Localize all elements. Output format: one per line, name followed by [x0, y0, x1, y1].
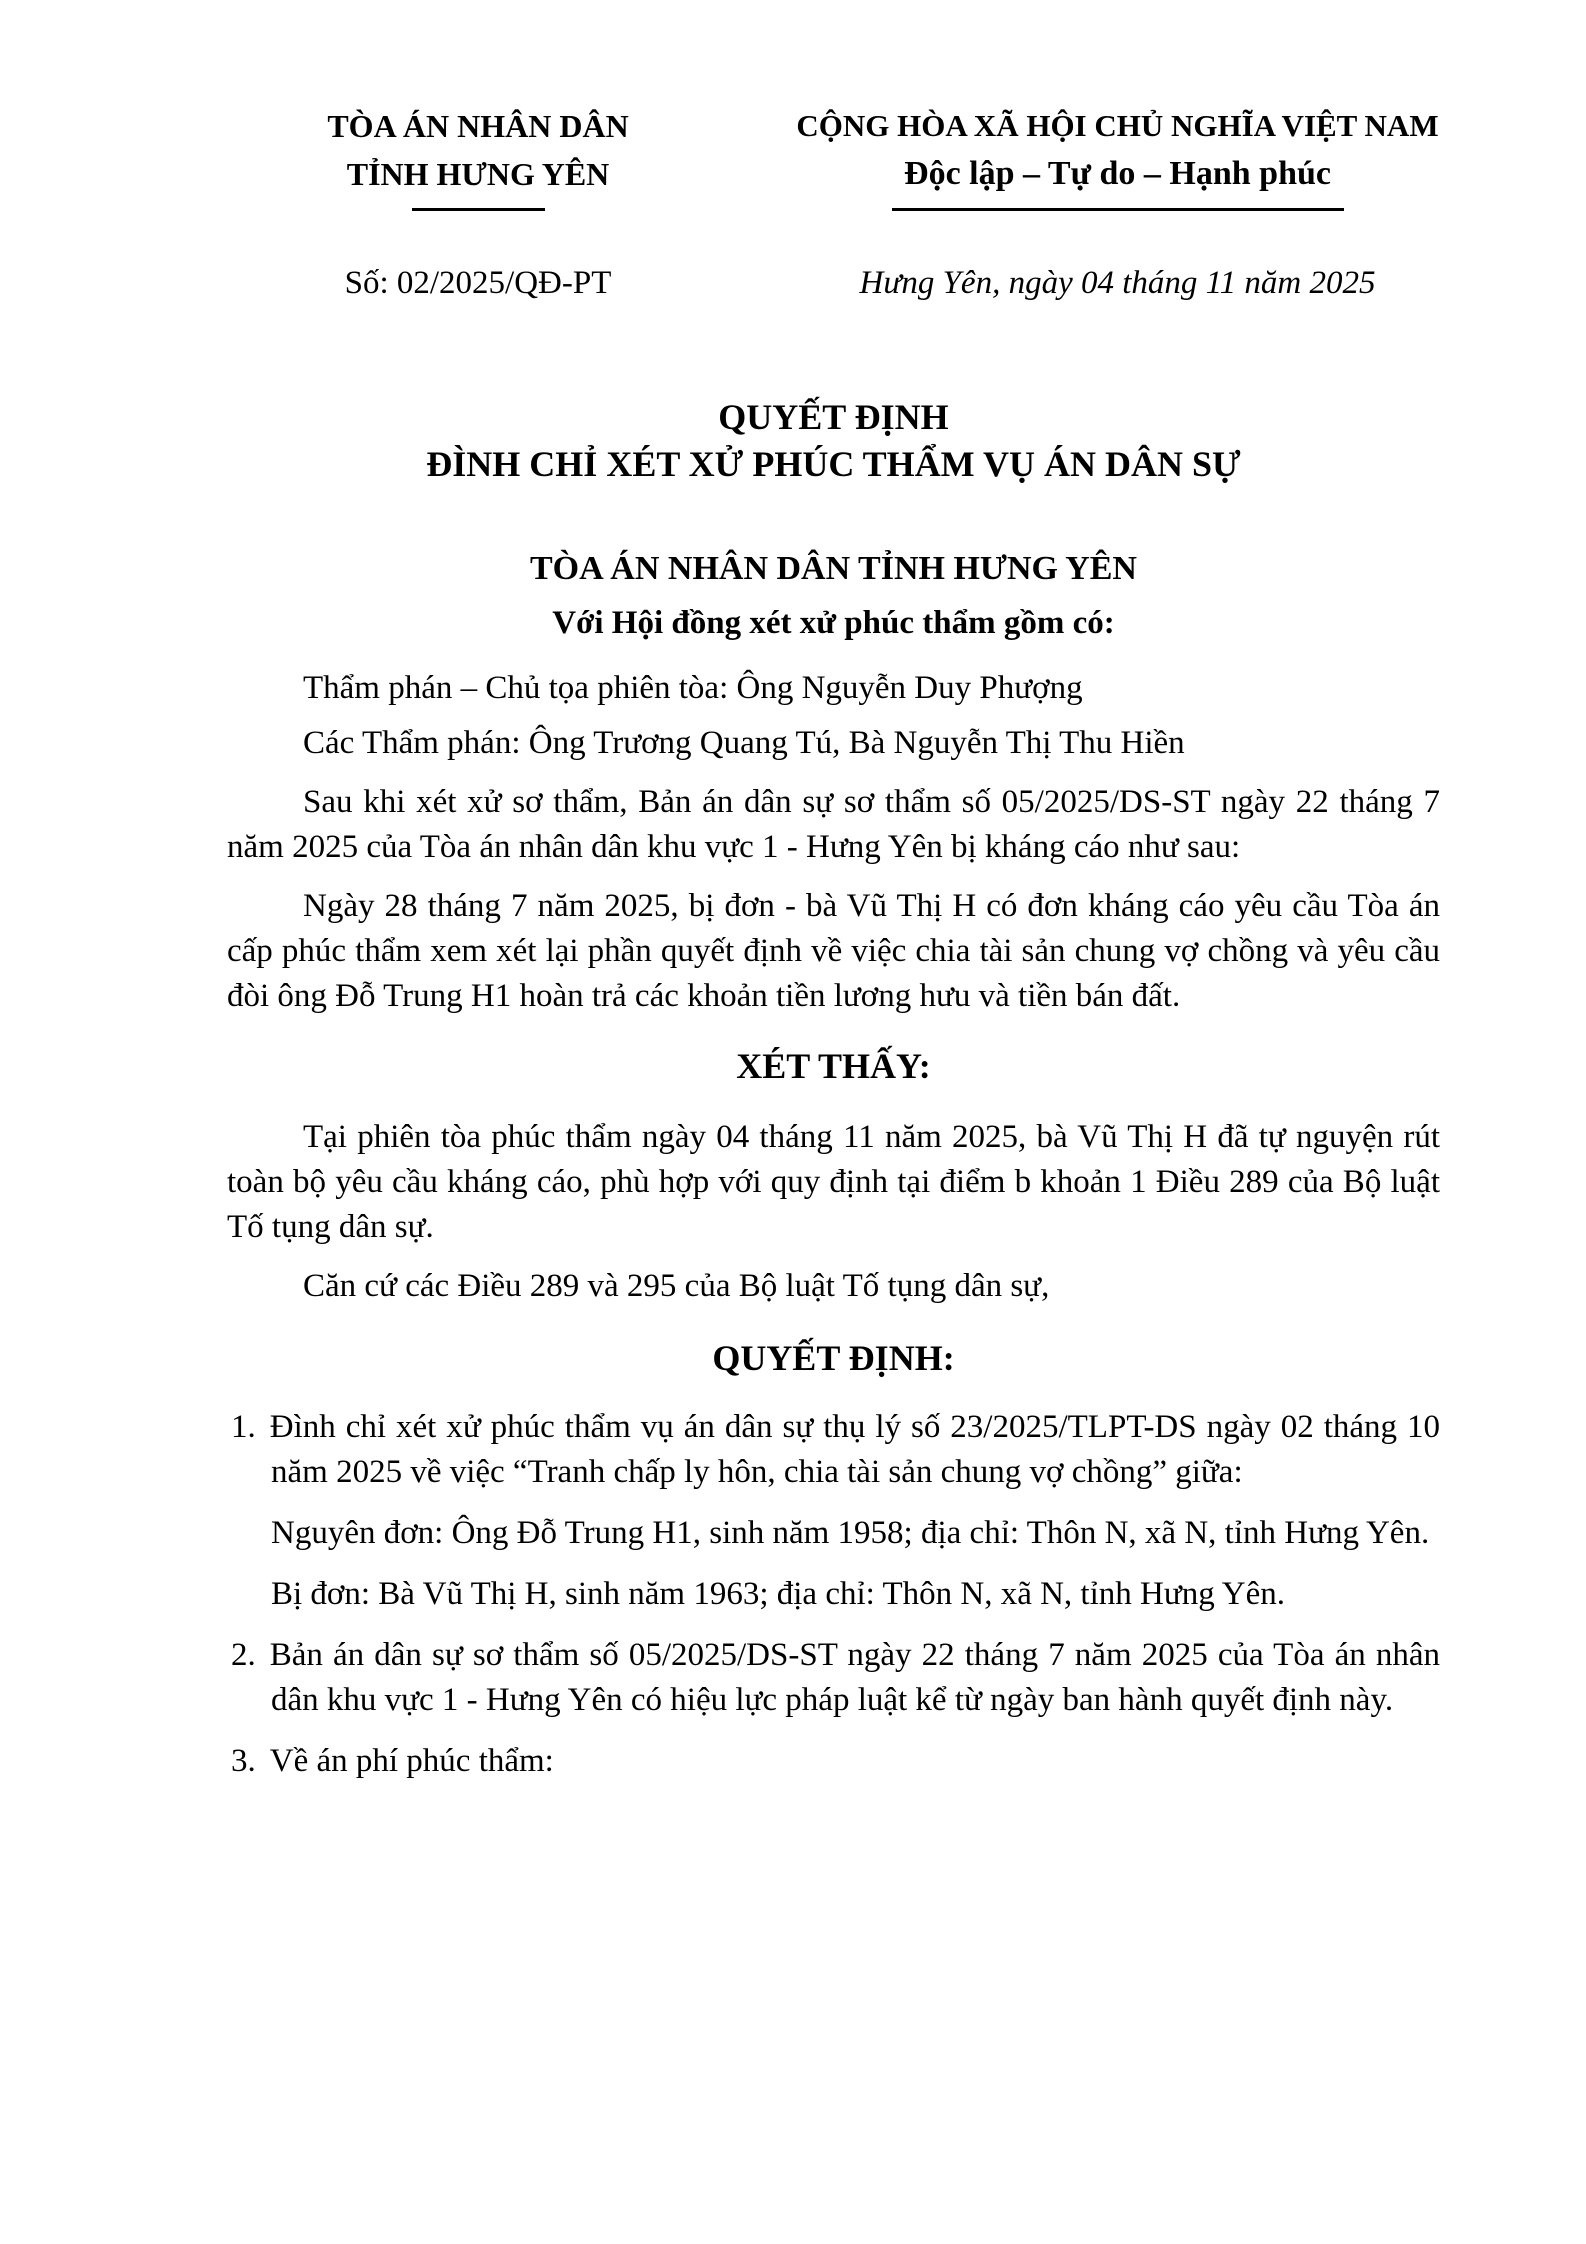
document-header	[227, 102, 1440, 211]
place-and-date: Hưng Yên, ngày 04 tháng 11 năm 2025	[859, 265, 1376, 301]
title-line-2: ĐÌNH CHỈ XÉT XỬ PHÚC THẨM VỤ ÁN DÂN SỰ	[426, 444, 1241, 484]
considered-paragraph-2: Căn cứ các Điều 289 và 295 của Bộ luật Tố tụng dân sự,	[303, 1268, 1050, 1304]
document-title	[227, 394, 1440, 488]
court-name-line1: TÒA ÁN NHÂN DÂN	[327, 108, 629, 144]
reference-row	[227, 261, 1440, 306]
header-right-rule	[892, 208, 1344, 211]
considered-paragraph-1: Tại phiên tòa phúc thẩm ngày 04 tháng 11 năm 2025, bà Vũ Thị H đã tự nguyện rút toàn bộ yêu cầu kháng cáo, phù hợp với quy định tại điểm b khoản 1 Điều 289 của Bộ luật Tố tụng dân sự.	[227, 1119, 1440, 1245]
decision-item-3-number: 3.	[231, 1743, 256, 1779]
court-name-line2: TỈNH HƯNG YÊN	[346, 156, 610, 192]
court-name-block	[313, 102, 643, 211]
plaintiff-paragraph: Nguyên đơn: Ông Đỗ Trung H1, sinh năm 1958; địa chỉ: Thôn N, xã N, tỉnh Hưng Yên.	[271, 1515, 1430, 1551]
decision-item-1-number: 1.	[231, 1409, 256, 1445]
presiding-judge-line: Thẩm phán – Chủ tọa phiên tòa: Ông Nguyễn Duy Phượng	[303, 670, 1083, 706]
decision-item-3-text: Về án phí phúc thẩm:	[269, 1743, 554, 1779]
panel-heading: Với Hội đồng xét xử phúc thẩm gồm có:	[552, 605, 1115, 641]
header-left-rule	[412, 208, 545, 211]
decision-item-3	[231, 1739, 1440, 1784]
intro-paragraph-2: Ngày 28 tháng 7 năm 2025, bị đơn - bà Vũ Thị H có đơn kháng cáo yêu cầu Tòa án cấp phúc thẩm xem xét lại phần quyết định về việc chia tài sản chung vợ chồng và yêu cầu đòi ông Đỗ Trung H1 hoàn trả các khoản tiền lương hưu và tiền bán đất.	[227, 888, 1440, 1014]
judges-line: Các Thẩm phán: Ông Trương Quang Tú, Bà Nguyễn Thị Thu Hiền	[303, 725, 1185, 761]
decision-item-2-number: 2.	[231, 1637, 256, 1673]
court-heading: TÒA ÁN NHÂN DÂN TỈNH HƯNG YÊN	[529, 550, 1137, 587]
decision-section-heading: QUYẾT ĐỊNH:	[712, 1338, 955, 1378]
decision-item-1-text: Đình chỉ xét xử phúc thẩm vụ án dân sự thụ lý số 23/2025/TLPT-DS ngày 02 tháng 10 năm 2025 về việc “Tranh chấp ly hôn, chia tài sản chung vợ chồng” giữa:	[269, 1409, 1440, 1490]
title-line-1: QUYẾT ĐỊNH	[718, 397, 949, 437]
document-number: Số: 02/2025/QĐ-PT	[344, 265, 612, 301]
republic-block	[755, 102, 1480, 211]
republic-motto-line1: CỘNG HÒA XÃ HỘI CHỦ NGHĨA VIỆT NAM	[796, 108, 1439, 143]
defendant-paragraph: Bị đơn: Bà Vũ Thị H, sinh năm 1963; địa chỉ: Thôn N, xã N, tỉnh Hưng Yên.	[271, 1576, 1285, 1612]
republic-motto-line2: Độc lập – Tự do – Hạnh phúc	[904, 155, 1331, 192]
decision-item-1	[231, 1405, 1440, 1495]
considered-section-heading: XÉT THẤY:	[736, 1046, 931, 1086]
intro-paragraph-1: Sau khi xét xử sơ thẩm, Bản án dân sự sơ thẩm số 05/2025/DS-ST ngày 22 tháng 7 năm 2025 của Tòa án nhân dân khu vực 1 - Hưng Yên bị kháng cáo như sau:	[227, 784, 1440, 865]
decision-item-2-text: Bản án dân sự sơ thẩm số 05/2025/DS-ST ngày 22 tháng 7 năm 2025 của Tòa án nhân dân khu vực 1 - Hưng Yên có hiệu lực pháp luật kể từ ngày ban hành quyết định này.	[269, 1637, 1440, 1718]
decision-item-2	[231, 1633, 1440, 1723]
